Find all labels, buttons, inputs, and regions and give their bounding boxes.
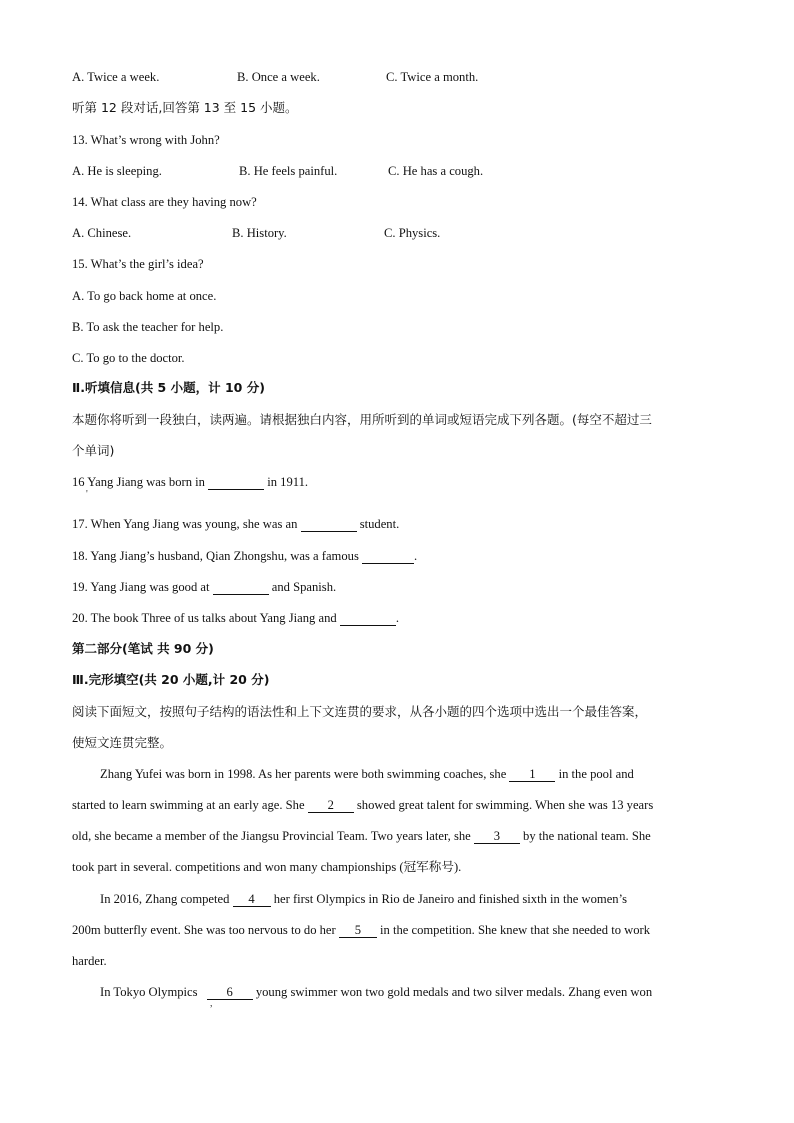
q15-option-a: A. To go back home at once. (72, 289, 217, 303)
q12-option-b: B. Once a week. (237, 70, 320, 84)
passage-text: showed great talent for swimming. When she was 13 years (353, 798, 654, 812)
passage-text: started to learn swimming at an early age. She (72, 798, 308, 812)
stray-mark: , (210, 998, 213, 1009)
passage-text: in the pool and (555, 767, 634, 781)
part3-heading: Ⅲ.完形填空(共 20 小题,计 20 分) (72, 672, 270, 687)
fill-19-blank[interactable] (213, 581, 269, 595)
q14-option-b: B. History. (232, 226, 287, 240)
fill-20-text-before: 20. The book Three of us talks about Yang Jiang and (72, 611, 340, 625)
part2-instruction-line2: 个单词) (72, 443, 115, 458)
section12-intro: 听第 12 段对话,回答第 13 至 15 小题。 (72, 100, 298, 115)
fill-question-18 (72, 548, 417, 564)
passage-text: 200m butterfly event. She was too nervous to do her (72, 923, 339, 937)
fill-17-text-after: student. (356, 517, 400, 531)
cloze-blank-1[interactable]: 1 (509, 768, 555, 782)
q15-stem: 15. What’s the girl’s idea? (72, 257, 204, 271)
fill-18-text-after: . (414, 549, 418, 563)
passage-p1-line1 (100, 766, 750, 782)
fill-19-text-after: and Spanish. (268, 580, 337, 594)
q13-stem: 13. What’s wrong with John? (72, 133, 220, 147)
passage-text: In 2016, Zhang competed (100, 892, 233, 906)
q13-option-c: C. He has a cough. (388, 164, 484, 178)
passage-text: old, she became a member of the Jiangsu Provincial Team. Two years later, she (72, 829, 474, 843)
cloze-blank-5[interactable]: 5 (339, 924, 377, 938)
passage-text: her first Olympics in Rio de Janeiro and finished sixth in the women’s (270, 892, 627, 906)
passage-p1-line3 (72, 828, 722, 844)
passage-text: In Tokyo Olympics (100, 985, 201, 999)
fill-question-17 (72, 516, 399, 532)
passage-p1-line2 (72, 797, 722, 813)
fill-question-20 (72, 610, 399, 626)
q14-option-a: A. Chinese. (72, 226, 132, 240)
q15-option-c: C. To go to the doctor. (72, 351, 185, 365)
part3-instruction-line1: 阅读下面短文，按照句子结构的语法性和上下文连贯的要求，从各小题的四个选项中选出一个最佳答案， (72, 704, 648, 719)
fill-20-blank[interactable] (340, 612, 396, 626)
cloze-blank-6[interactable]: 6 (207, 986, 253, 1000)
part2-instruction-line1: 本题你将听到一段独白，读两遍。请根据独白内容，用所听到的单词或短语完成下列各题。(每空不超过三 (72, 412, 652, 427)
passage-p1-line4 (72, 859, 722, 875)
cloze-blank-3[interactable]: 3 (474, 830, 520, 844)
fill-17-blank[interactable] (301, 518, 357, 532)
fill-16-text-before: 16 Yang Jiang was born in (72, 475, 209, 489)
cloze-blank-2[interactable]: 2 (308, 799, 354, 813)
written-part-heading: 第二部分(笔试 共 90 分) (72, 641, 214, 656)
fill-20-text-after: . (395, 611, 399, 625)
passage-p2-line1 (100, 891, 750, 907)
part2-heading: Ⅱ.听填信息(共 5 小题，计 10 分) (72, 380, 265, 395)
passage-p2-line3 (72, 953, 722, 969)
fill-17-text-before: 17. When Yang Jiang was young, she was an (72, 517, 301, 531)
q14-option-c: C. Physics. (384, 226, 441, 240)
fill-19-text-before: 19. Yang Jiang was good at (72, 580, 213, 594)
passage-text: young swimmer won two gold medals and two silver medals. Zhang even won (252, 985, 653, 999)
passage-p2-line2 (72, 922, 722, 938)
passage-p3-line1 (100, 984, 750, 1000)
fill-18-text-before: 18. Yang Jiang’s husband, Qian Zhongshu, was a famous (72, 549, 362, 563)
fill-question-16 (72, 474, 308, 490)
passage-text: Zhang Yufei was born in 1998. As her parents were both swimming coaches, she (100, 767, 510, 781)
q12-option-c: C. Twice a month. (386, 70, 479, 84)
part3-instruction-line2: 使短文连贯完整。 (72, 735, 173, 750)
fill-16-text-after: in 1911. (264, 475, 309, 489)
passage-text: by the national team. She (519, 829, 651, 843)
q12-option-a: A. Twice a week. (72, 70, 160, 84)
fill-18-blank[interactable] (362, 550, 414, 564)
stray-mark: ' (86, 489, 88, 500)
fill-16-blank[interactable] (208, 476, 264, 490)
q13-option-b: B. He feels painful. (239, 164, 338, 178)
passage-text: in the competition. She knew that she needed to work (376, 923, 651, 937)
q14-stem: 14. What class are they having now? (72, 195, 257, 209)
passage-text: harder. (72, 954, 107, 968)
q13-option-a: A. He is sleeping. (72, 164, 162, 178)
fill-question-19 (72, 579, 336, 595)
q15-option-b: B. To ask the teacher for help. (72, 320, 224, 334)
passage-text: took part in several. competitions and won many championships (冠军称号). (72, 860, 462, 874)
cloze-blank-4[interactable]: 4 (233, 893, 271, 907)
